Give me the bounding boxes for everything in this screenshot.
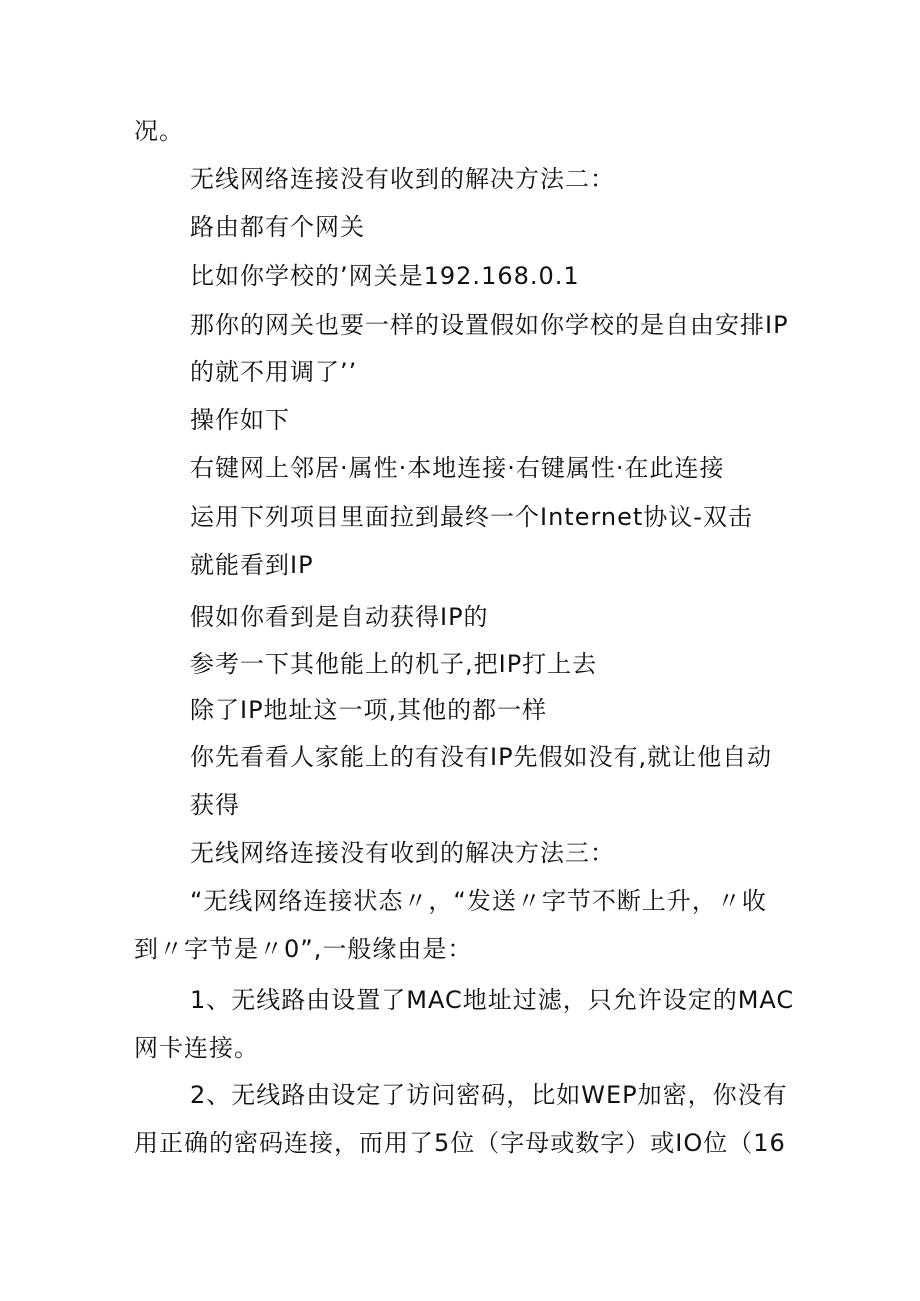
text-line: 那你的网关也要一样的设置假如你学校的是自由安排IP (190, 311, 789, 339)
text-line: 到〃字节是〃0”,一般缘由是： (134, 935, 473, 963)
text-line: “无线网络连接状态〃，“发送〃字节不断上升，〃收 (190, 887, 767, 915)
text-line: 网卡连接。 (134, 1034, 259, 1062)
text-line: 你先看看人家能上的有没有IP先假如没有,就让他自动 (190, 743, 773, 771)
section-heading-method-three: 无线网络连接没有收到的解决方法三： (190, 839, 615, 867)
text-line: 运用下列项目里面拉到最终一个Internet协议-双击 (190, 503, 753, 531)
text-line: 操作如下 (190, 406, 290, 434)
text-line: 的就不用调了’’ (190, 358, 358, 386)
text-line: 比如你学校的’网关是192.168.0.1 (190, 262, 580, 290)
list-item-2: 2、无线路由设定了访问密码，比如WEP加密，你没有 (190, 1081, 788, 1109)
text-line: 假如你看到是自动获得IP的 (190, 603, 489, 631)
text-line: 右键网上邻居·属性·本地连接·右键属性·在此连接 (190, 454, 725, 482)
list-item-1: 1、无线路由设置了MAC地址过滤，只允许设定的MAC (190, 986, 795, 1014)
text-line: 路由都有个网关 (190, 213, 365, 241)
section-heading-method-two: 无线网络连接没有收到的解决方法二： (190, 165, 615, 193)
text-line: 参考一下其他能上的机子,把IP打上去 (190, 650, 598, 678)
text-line: 获得 (190, 791, 240, 819)
text-line: 就能看到IP (190, 551, 314, 579)
text-line: 用正确的密码连接，而用了5位（字母或数字）或IO位（16 (134, 1129, 786, 1157)
text-line: 除了IP地址这一项,其他的都一样 (190, 696, 548, 724)
text-line: 况。 (134, 117, 184, 145)
